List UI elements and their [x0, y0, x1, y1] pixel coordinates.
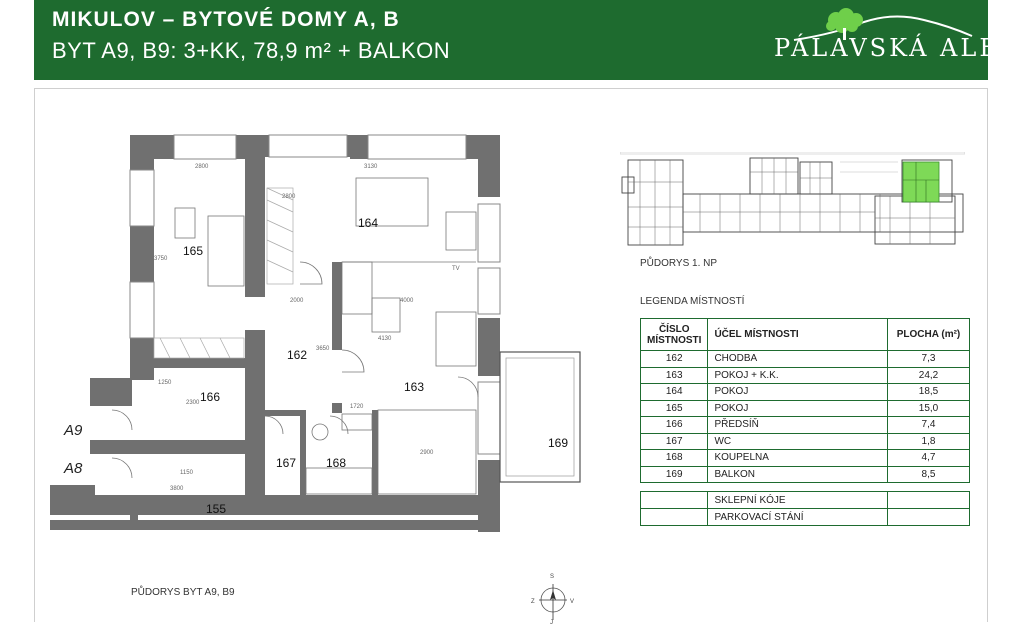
room-166-label: 166 [200, 390, 221, 404]
dim-tv: TV [452, 266, 460, 272]
compass-z: Z [531, 599, 535, 605]
room-area-cell: 15,0 [888, 400, 970, 417]
room-purpose-cell: BALKON [708, 466, 888, 483]
legend-header-number: ČÍSLO MÍSTNOSTI [641, 319, 708, 351]
room-number-cell: 164 [641, 384, 708, 401]
legend-title: LEGENDA MÍSTNOSTÍ [640, 296, 745, 307]
legend-header-area: PLOCHA (m²) [888, 319, 970, 351]
page-title: MIKULOV – BYTOVÉ DOMY A, B [52, 8, 400, 31]
room-purpose-cell: WC [708, 433, 888, 450]
dim-1720: 1720 [350, 404, 364, 410]
table-row [641, 400, 970, 417]
building-key-plan [620, 152, 965, 257]
room-number-cell: 169 [641, 466, 708, 483]
room-169-label: 169 [548, 436, 569, 450]
room-area-cell: 1,8 [888, 433, 970, 450]
room-purpose-cell: CHODBA [708, 351, 888, 368]
floorplan-caption: PŮDORYS BYT A9, B9 [131, 587, 235, 598]
dim-2900: 2900 [420, 450, 434, 456]
dim-1150: 1150 [180, 470, 193, 476]
room-area-cell: 4,7 [888, 450, 970, 467]
table-row [641, 433, 970, 450]
compass-s: S [550, 574, 555, 580]
room-area-cell: 8,5 [888, 466, 970, 483]
dim-2300: 2300 [186, 400, 200, 406]
room-number-cell: 162 [641, 351, 708, 368]
brand-name: PÁLAVSKÁ ALEJ [774, 34, 1013, 62]
room-155-label: 155 [206, 502, 227, 516]
room-165-label: 165 [183, 244, 204, 258]
room-168-label: 168 [326, 456, 347, 470]
room-purpose-cell: KOUPELNA [708, 450, 888, 467]
page-subtitle: BYT A9, B9: 3+KK, 78,9 m² + BALKON [52, 38, 451, 63]
room-purpose-cell: SKLEPNÍ KÓJE [708, 492, 888, 509]
room-number-cell [641, 509, 708, 526]
room-area-cell [888, 509, 970, 526]
dim-2800a: 2800 [195, 164, 209, 170]
legend-header-row [641, 319, 970, 351]
compass-j: J [550, 620, 553, 625]
room-area-cell [888, 492, 970, 509]
legend-header-purpose: ÚČEL MÍSTNOSTI [708, 319, 888, 351]
dim-1250: 1250 [158, 380, 172, 386]
table-row [641, 384, 970, 401]
room-area-cell: 18,5 [888, 384, 970, 401]
room-number-cell: 168 [641, 450, 708, 467]
dim-3800: 3800 [170, 486, 184, 492]
room-number-cell [641, 492, 708, 509]
keyplan-caption: PŮDORYS 1. NP [640, 258, 718, 269]
table-row [641, 492, 970, 509]
room-purpose-cell: POKOJ [708, 384, 888, 401]
room-legend-table [640, 318, 970, 526]
room-purpose-cell: PARKOVACÍ STÁNÍ [708, 509, 888, 526]
unit-a9-label: A9 [64, 422, 83, 439]
dim-4000: 4000 [400, 298, 414, 304]
room-162-label: 162 [287, 348, 308, 362]
table-row [641, 417, 970, 434]
room-number-cell: 166 [641, 417, 708, 434]
compass-icon [530, 570, 576, 625]
room-purpose-cell: POKOJ [708, 400, 888, 417]
room-number-cell: 165 [641, 400, 708, 417]
table-row [641, 450, 970, 467]
dim-4130: 4130 [378, 336, 392, 342]
dim-3750: 3750 [154, 256, 168, 262]
room-area-cell: 7,3 [888, 351, 970, 368]
room-number-cell: 167 [641, 433, 708, 450]
dim-2000: 2000 [290, 298, 304, 304]
room-area-cell: 7,4 [888, 417, 970, 434]
legend-spacer [641, 483, 970, 492]
compass-v: V [570, 599, 575, 605]
unit-a8-label: A8 [64, 460, 83, 477]
room-163-label: 163 [404, 380, 425, 394]
dim-3650: 3650 [316, 346, 330, 352]
table-row [641, 509, 970, 526]
room-number-cell: 163 [641, 367, 708, 384]
room-164-label: 164 [358, 216, 379, 230]
table-row [641, 351, 970, 368]
table-row [641, 466, 970, 483]
room-purpose-cell: POKOJ + K.K. [708, 367, 888, 384]
room-area-cell: 24,2 [888, 367, 970, 384]
dim-3130: 3130 [364, 164, 378, 170]
dim-2800b: 2800 [282, 194, 296, 200]
room-167-label: 167 [276, 456, 297, 470]
table-row [641, 367, 970, 384]
room-purpose-cell: PŘEDSÍŇ [708, 417, 888, 434]
